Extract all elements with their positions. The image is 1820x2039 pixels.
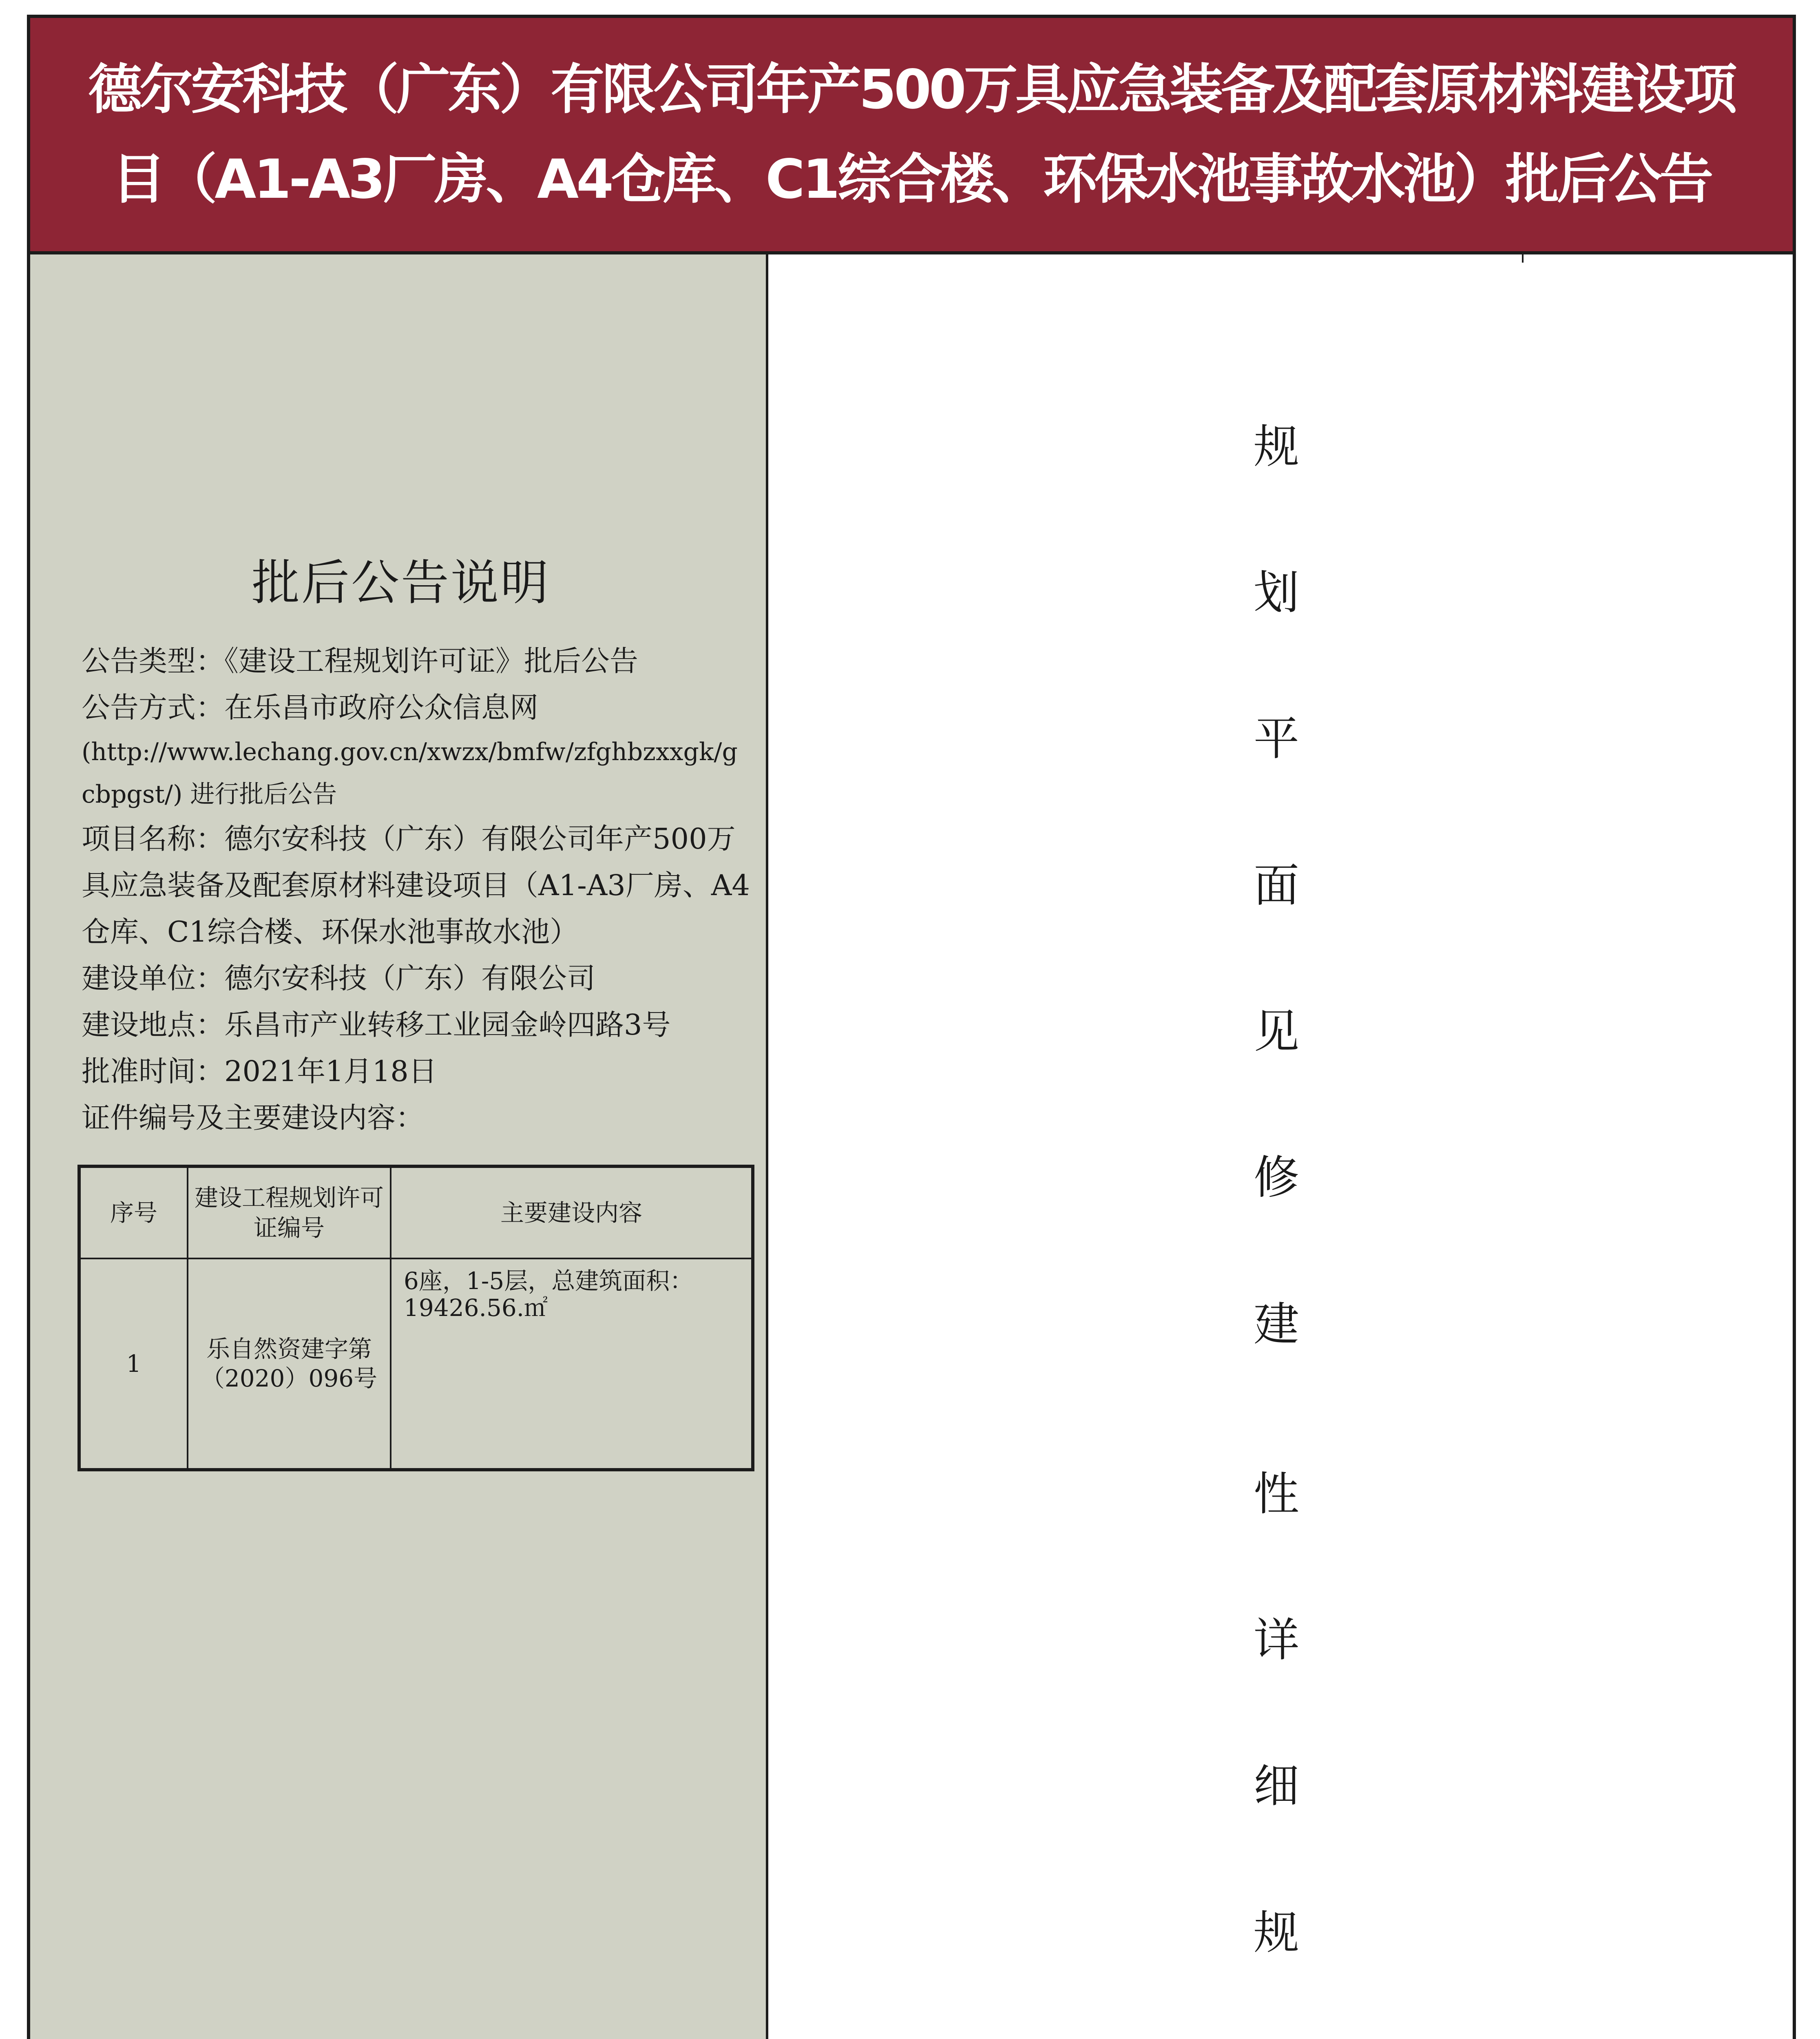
plan-char: 划 — [1254, 566, 1299, 619]
plan-char: 建 — [1254, 1298, 1299, 1351]
header-permit-no: 建设工程规划许可证编号 — [188, 1166, 391, 1258]
plan-char: 规 — [1254, 420, 1299, 473]
approval-date: 批准时间：2021年1月18日 — [82, 1055, 437, 1088]
cell-seq: 1 — [79, 1258, 188, 1470]
header-content: 主要建设内容 — [391, 1166, 753, 1258]
title-line-1: 德尔安科技（广东）有限公司年产500万具应急装备及配套原材料建设项 — [88, 58, 1735, 121]
outer-frame — [27, 254, 1796, 2039]
permit-section-label: 证件编号及主要建设内容： — [82, 1101, 424, 1134]
cell-content: 6座，1-5层，总建筑面积：19426.56.㎡ — [391, 1258, 753, 1470]
plan-char: 平 — [1254, 712, 1299, 765]
plan-char: 细 — [1254, 1760, 1299, 1813]
plan-char: 规 — [1254, 1906, 1299, 1959]
notice-heading: 批后公告说明 — [251, 555, 550, 611]
construction-unit: 建设单位：德尔安科技（广东）有限公司 — [82, 962, 595, 995]
notice-type: 公告类型：《建设工程规划许可证》批后公告 — [82, 644, 638, 678]
header-seq: 序号 — [79, 1166, 188, 1258]
plan-char: 见 — [1254, 1005, 1299, 1058]
cell-permit-no: 乐自然资建字第（2020）096号 — [188, 1258, 391, 1470]
plan-char: 详 — [1254, 1614, 1299, 1667]
plan-char: 性 — [1254, 1468, 1299, 1521]
notice-method: 公告方式：在乐昌市政府公众信息网 — [82, 691, 538, 724]
construction-site: 建设地点：乐昌市产业转移工业园金岭四路3号 — [82, 1008, 671, 1042]
plan-char: 面 — [1254, 859, 1299, 912]
title-line-2: 目（A1-A3厂房、A4仓库、C1综合楼、环保水池事故水池）批后公告 — [112, 148, 1711, 211]
project-name: 项目名称：德尔安科技（广东）有限公司年产500万具应急装备及配套原材料建设项目（A1-A3厂房、A4仓库、C1综合楼、环保水池事故水池） — [82, 822, 750, 949]
notice-url: (http://www.lechang.gov.cn/xwzx/bmfw/zfghbzxxgk/gcbpgst/) 进行批后公告 — [82, 738, 738, 809]
title-banner — [27, 15, 1796, 254]
plan-char: 修 — [1254, 1151, 1299, 1204]
